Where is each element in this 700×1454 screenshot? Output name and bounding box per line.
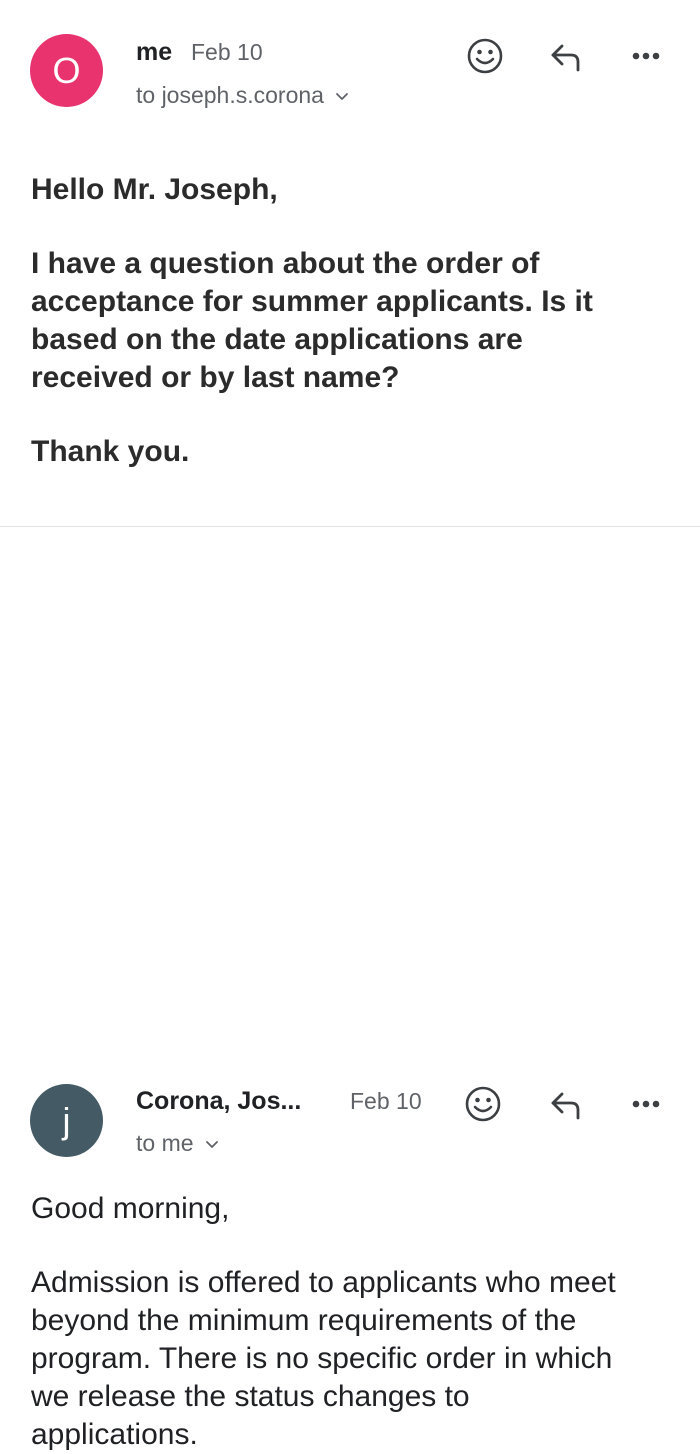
avatar[interactable]: j — [30, 1084, 103, 1157]
reply-button[interactable] — [544, 34, 588, 78]
body-line: based on the date applications are — [31, 323, 523, 356]
recipient-label: to me — [136, 1130, 194, 1156]
more-icon — [627, 1085, 665, 1123]
body-line: we release the status changes to — [31, 1380, 470, 1413]
chevron-down-icon — [334, 88, 350, 104]
emoji-react-button[interactable] — [463, 34, 507, 78]
more-options-button[interactable] — [624, 34, 668, 78]
body-line: received or by last name? — [31, 361, 400, 394]
more-options-button[interactable] — [624, 1082, 668, 1126]
reply-button[interactable] — [544, 1082, 588, 1126]
greeting: Good morning, — [31, 1192, 230, 1225]
body-line: I have a question about the order of — [31, 247, 540, 280]
body-line: Admission is offered to applicants who meet — [31, 1266, 616, 1299]
message-body — [31, 171, 681, 471]
email-message-1 — [0, 0, 700, 526]
message-body — [31, 1190, 681, 1454]
body-line: beyond the minimum requirements of the — [31, 1304, 577, 1337]
body-line: acceptance for summer applicants. Is it — [31, 285, 593, 318]
sender-name: Corona, Jos... — [136, 1087, 302, 1115]
message-date: Feb 10 — [350, 1088, 422, 1114]
emoji-react-button[interactable] — [461, 1082, 505, 1126]
recipient-label: to joseph.s.corona — [136, 82, 324, 108]
closing: Thank you. — [31, 435, 190, 468]
reply-icon — [547, 37, 585, 75]
body-line: program. There is no specific order in which — [31, 1342, 613, 1375]
emoji-react-icon — [464, 1085, 502, 1123]
message-date: Feb 10 — [191, 39, 263, 65]
chevron-down-icon — [204, 1136, 220, 1152]
body-line: applications. — [31, 1418, 198, 1451]
recipient-toggle[interactable] — [136, 1130, 220, 1157]
greeting: Hello Mr. Joseph, — [31, 173, 278, 206]
sender-name: me — [136, 38, 173, 66]
avatar[interactable]: O — [30, 34, 103, 107]
reply-icon — [547, 1085, 585, 1123]
recipient-toggle[interactable] — [136, 82, 350, 109]
email-message-2 — [0, 526, 700, 1451]
emoji-react-icon — [466, 37, 504, 75]
more-icon — [627, 37, 665, 75]
